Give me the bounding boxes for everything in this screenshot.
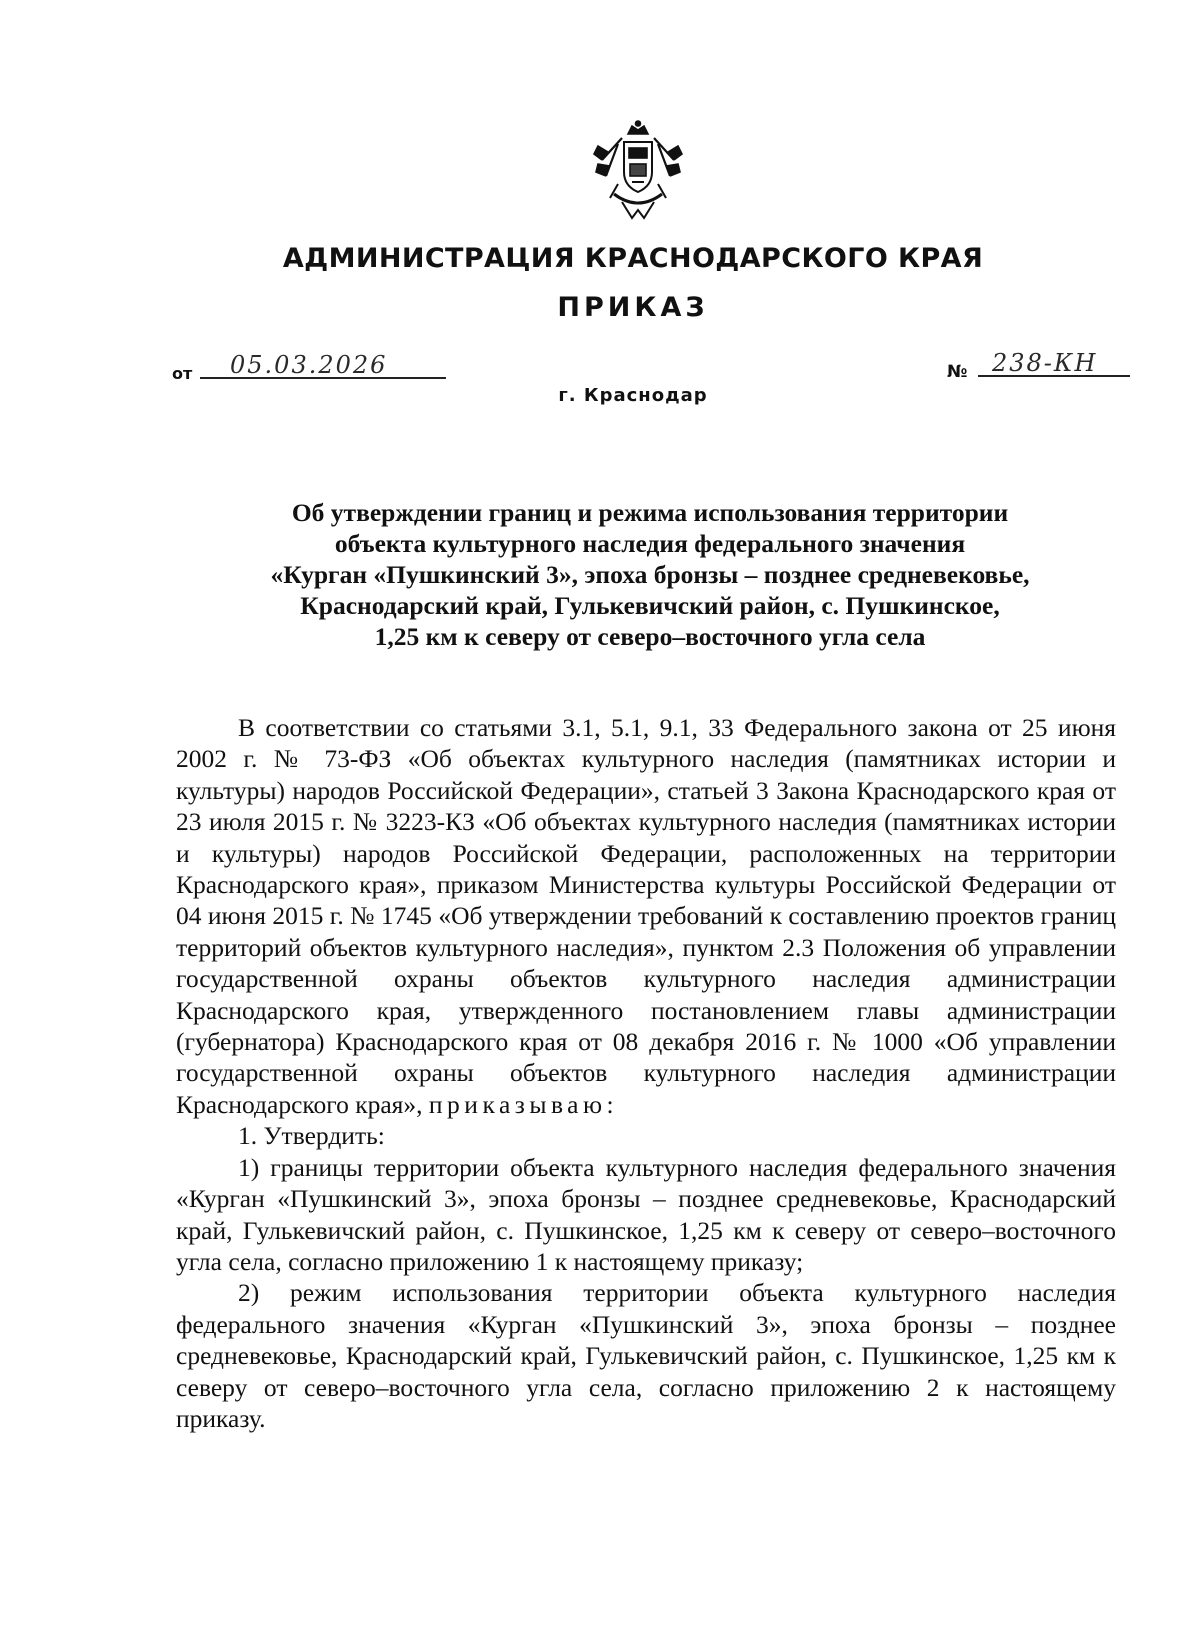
preamble-text: В соответствии со статьями 3.1, 5.1, 9.1, 33 Федерального закона от 25 июня 2002 г. № 73-ФЗ «Об объектах культурного наследия (памятниках истории и культуры) народов Российской Федерации», статьей 3 Закона Краснодарского края от 23 июля 2015 г. № 3223-КЗ «Об объектах культурного наследия (памятниках истории и культуры) народов Российской Федерации, расположенных на территории Краснодарского края», приказом Министерства культуры Российской Федерации от 04 июня 2015 г. № 1745 «Об утверждении требований к составлению проектов границ территорий объектов культурного наследия», пунктом 2.3 Положения об управлении государственной охраны объектов культурного наследия администрации Краснодарского края, утвержденного постановлением главы администрации (губернатора) Краснодарского края от 08 декабря 2016 г. № 1000 «Об управлении государственной охраны объектов культурного наследия администрации Краснодарского края», (176, 713, 1116, 1119)
handwritten-number: 238-КН (992, 349, 1098, 377)
item-1-subitem-2: 2) режим использования территории объекта культурного наследия федерального значения «Курган «Пушкинский 3», эпоха бронзы – позднее средневековье, Краснодарский край, Гулькевичский район, с. Пушкинское, 1,25 км к северу от северо–восточного угла села, согласно приложению 2 к настоящему приказу. (176, 1278, 1116, 1433)
title-line: Краснодарский край, Гулькевичский район, с. Пушкинское, (300, 591, 1000, 620)
document-type-heading: ПРИКАЗ (557, 292, 709, 323)
order-body (176, 712, 1116, 1434)
handwritten-date: 05.03.2026 (230, 351, 388, 379)
order-word: приказываю: (428, 1089, 619, 1119)
number-label: № (947, 362, 968, 382)
organization-heading: АДМИНИСТРАЦИЯ КРАСНОДАРСКОГО КРАЯ (282, 243, 984, 274)
preamble-paragraph (176, 712, 1116, 1120)
date-field (200, 353, 446, 379)
title-line: объекта культурного наследия федерального значения (334, 529, 966, 558)
number-field (978, 351, 1130, 377)
title-line: «Курган «Пушкинский 3», эпоха бронзы – позднее средневековье, (270, 560, 1030, 589)
order-title (150, 497, 1150, 652)
item-1-heading: 1. Утвердить: (238, 1121, 385, 1151)
item-1-subitem-1: 1) границы территории объекта культурного наследия федерального значения «Курган «Пушкинский 3», эпоха бронзы – позднее средневековье, Краснодарский край, Гулькевичский район, с. Пушкинское, 1,25 км к северу от северо–восточного угла села, согласно приложению 1 к настоящему приказу; (176, 1152, 1116, 1276)
coat-of-arms-emblem (588, 120, 688, 225)
city-line: г. Краснодар (558, 385, 708, 406)
date-label: от (172, 364, 193, 383)
title-line: Об утверждении границ и режима использования территории (291, 498, 1009, 527)
title-line: 1,25 км к северу от северо–восточного угла села (374, 622, 926, 651)
